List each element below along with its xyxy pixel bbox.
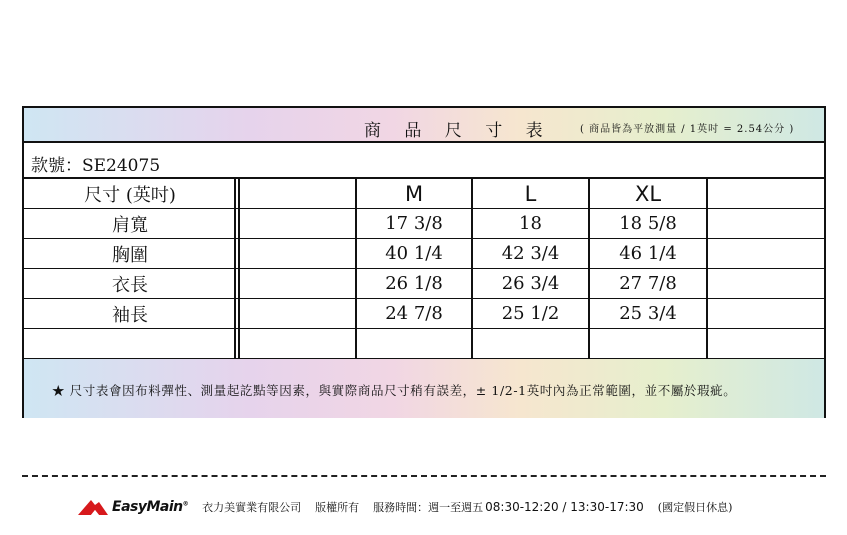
- row-blank: [240, 239, 355, 268]
- chart-title: 商 品 尺 寸 表: [364, 121, 552, 141]
- value-xl: 27 7/8: [619, 273, 677, 294]
- row-blank: [240, 329, 355, 358]
- value-xl: [590, 329, 706, 358]
- holiday-note: (國定假日休息): [657, 501, 733, 514]
- tolerance-note-bar: [24, 359, 824, 418]
- column-divider: [471, 179, 473, 359]
- row-label: 胸圍: [112, 244, 148, 266]
- column-divider: [234, 179, 236, 359]
- table-header-row: [24, 179, 824, 209]
- size-table: [24, 179, 824, 359]
- row-blank: [240, 269, 355, 298]
- value-l: [473, 329, 588, 358]
- value-l: 42 3/4: [501, 243, 560, 264]
- table-row: [24, 299, 824, 329]
- row-blank-end: [708, 269, 826, 298]
- measurement-note: ( 商品皆為平放測量 / 1英吋 = 2.54公分 ): [580, 124, 795, 135]
- row-label: [24, 329, 236, 358]
- row-blank-end: [708, 329, 826, 358]
- row-blank: [240, 299, 355, 328]
- value-l: 18: [519, 213, 542, 234]
- column-divider: [706, 179, 708, 359]
- table-row: [24, 329, 824, 360]
- value-m: 24 7/8: [385, 303, 443, 324]
- column-divider: [355, 179, 357, 359]
- value-m: 17 3/8: [385, 213, 443, 234]
- header-size-l: L: [524, 181, 537, 206]
- column-divider: [588, 179, 590, 359]
- title-bar: [24, 108, 824, 143]
- service-time-label: 服務時間：週一至週五: [373, 501, 484, 514]
- value-l: 25 1/2: [501, 303, 560, 324]
- row-blank-end: [708, 299, 826, 328]
- table-row: [24, 239, 824, 269]
- value-xl: 18 5/8: [619, 213, 677, 234]
- header-size-m: M: [404, 181, 424, 206]
- row-blank-end: [708, 239, 826, 268]
- value-xl: 46 1/4: [619, 243, 677, 264]
- size-chart: [22, 106, 826, 418]
- table-row: [24, 269, 824, 299]
- column-divider: [238, 179, 240, 359]
- style-number: 款號：SE24075: [31, 156, 161, 176]
- brand-logo-text: EasyMain®: [112, 499, 189, 515]
- dashed-divider: [22, 475, 826, 477]
- row-blank-end: [708, 209, 826, 238]
- company-name: 衣力美實業有限公司: [202, 501, 302, 514]
- header-blank-end: [708, 179, 826, 208]
- copyright-text: 版權所有: [315, 501, 360, 514]
- value-m: [357, 329, 471, 358]
- table-row: [24, 209, 824, 239]
- value-l: 26 3/4: [501, 273, 560, 294]
- service-hours: 08:30-12:20 / 13:30-17:30: [485, 500, 644, 514]
- value-m: 26 1/8: [385, 273, 443, 294]
- row-label: 肩寬: [112, 214, 148, 236]
- header-blank: [240, 179, 355, 208]
- header-measure: 尺寸 (英吋): [84, 184, 176, 206]
- style-number-row: [24, 143, 824, 179]
- header-size-xl: XL: [634, 181, 662, 206]
- row-label: 衣長: [112, 274, 148, 296]
- row-blank: [240, 209, 355, 238]
- row-label: 袖長: [112, 304, 148, 326]
- tolerance-note: ★ 尺寸表會因布料彈性、測量起訖點等因素，與實際商品尺寸稍有誤差，± 1/2-1英吋內為正常範圍，並不屬於瑕疵。: [52, 383, 737, 398]
- brand-footer: [78, 495, 732, 519]
- value-m: 40 1/4: [385, 243, 443, 264]
- mountain-logo-icon: [78, 497, 108, 517]
- value-xl: 25 3/4: [619, 303, 677, 324]
